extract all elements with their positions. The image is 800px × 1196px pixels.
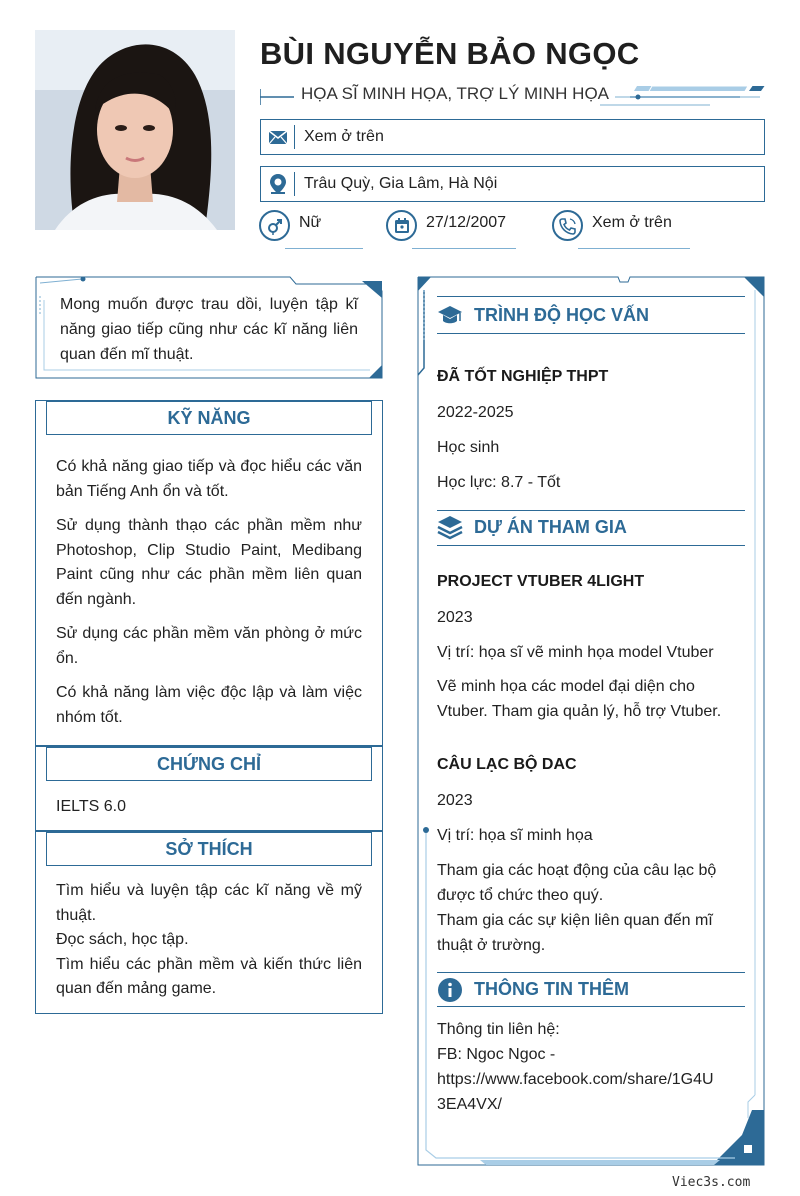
project-name: CÂU LẠC BỘ DAC [437, 756, 577, 773]
project-position: Vị trí: họa sĩ minh họa [437, 827, 593, 844]
gender-value: Nữ [299, 214, 322, 231]
skill-item: Sử dụng thành thạo các phần mềm như Photoshop, Clip Studio Paint, Medibang Paint cũng như các phần mềm liên quan đến ngành. [56, 517, 362, 608]
hobby-item: Tìm hiểu các phần mềm và kiến thức liên quan đến mảng game. [56, 955, 362, 997]
skills-section [35, 400, 383, 746]
skills-list [56, 455, 362, 740]
hobby-item: Tìm hiểu và luyện tập các kĩ năng về mỹ thuật. [56, 882, 362, 924]
phone-value: Xem ở trên [592, 214, 672, 231]
hobbies-heading: SỞ THÍCH [46, 832, 372, 866]
education-period: 2022-2025 [437, 404, 514, 421]
hobbies-list [56, 879, 362, 1002]
facebook-link[interactable]: https://www.facebook.com/share/1G4U [437, 1071, 714, 1088]
facebook-link-cont[interactable]: 3EA4VX/ [437, 1096, 502, 1113]
info-icon [437, 977, 463, 1003]
certificates-heading: CHỨNG CHỈ [46, 747, 372, 781]
candidate-name: BÙI NGUYỄN BẢO NGỌC [260, 36, 640, 71]
skill-item: Sử dụng các phần mềm văn phòng ở mức ổn. [56, 625, 362, 667]
extra-info-line: Thông tin liên hệ: [437, 1021, 560, 1038]
birthday-value: 27/12/2007 [426, 214, 507, 231]
certificate-item: IELTS 6.0 [56, 798, 126, 815]
extra-info-heading: THÔNG TIN THÊM [474, 979, 629, 999]
education-grade: Học lực: 8.7 - Tốt [437, 474, 561, 491]
project-position: Vị trí: họa sĩ vẽ minh họa model Vtuber [437, 644, 714, 661]
skill-item: Có khả năng giao tiếp và đọc hiểu các văn bản Tiếng Anh ổn và tốt. [56, 458, 362, 500]
job-title: HỌA SĨ MINH HỌA, TRỢ LÝ MINH HỌA [301, 84, 610, 103]
address-value: Trâu Quỳ, Gia Lâm, Hà Nội [304, 175, 498, 192]
education-school: ĐÃ TỐT NGHIỆP THPT [437, 368, 609, 385]
education-heading: TRÌNH ĐỘ HỌC VẤN [474, 305, 649, 325]
education-role: Học sinh [437, 439, 500, 456]
project-description: Vẽ minh họa các model đại diện cho Vtuber. Tham gia quản lý, hỗ trợ Vtuber. [437, 678, 722, 720]
hobby-item: Đọc sách, học tập. [56, 931, 189, 948]
extra-info-line: FB: Ngoc Ngoc - [437, 1046, 556, 1063]
project-year: 2023 [437, 609, 473, 626]
layers-icon [437, 514, 463, 540]
career-objective: Mong muốn được trau dồi, luyện tập kĩ năng giao tiếp cũng như các kĩ năng liên quan đến mĩ thuật. [60, 296, 358, 363]
graduation-cap-icon [437, 302, 463, 328]
certificates-section [35, 746, 383, 831]
project-year: 2023 [437, 792, 473, 809]
project-description: Tham gia các hoạt động của câu lạc bộ được tổ chức theo quý. [437, 862, 717, 904]
email-value: Xem ở trên [304, 128, 384, 145]
watermark: Viec3s.com [672, 1175, 751, 1190]
project-name: PROJECT VTUBER 4LIGHT [437, 573, 645, 590]
project-description-extra: Tham gia các sự kiện liên quan đến mĩ thuật ở trường. [437, 912, 713, 954]
hobbies-section [35, 831, 383, 1014]
skill-item: Có khả năng làm việc độc lập và làm việc nhóm tốt. [56, 684, 362, 726]
projects-heading: DỰ ÁN THAM GIA [474, 517, 627, 537]
skills-heading: KỸ NĂNG [46, 401, 372, 435]
